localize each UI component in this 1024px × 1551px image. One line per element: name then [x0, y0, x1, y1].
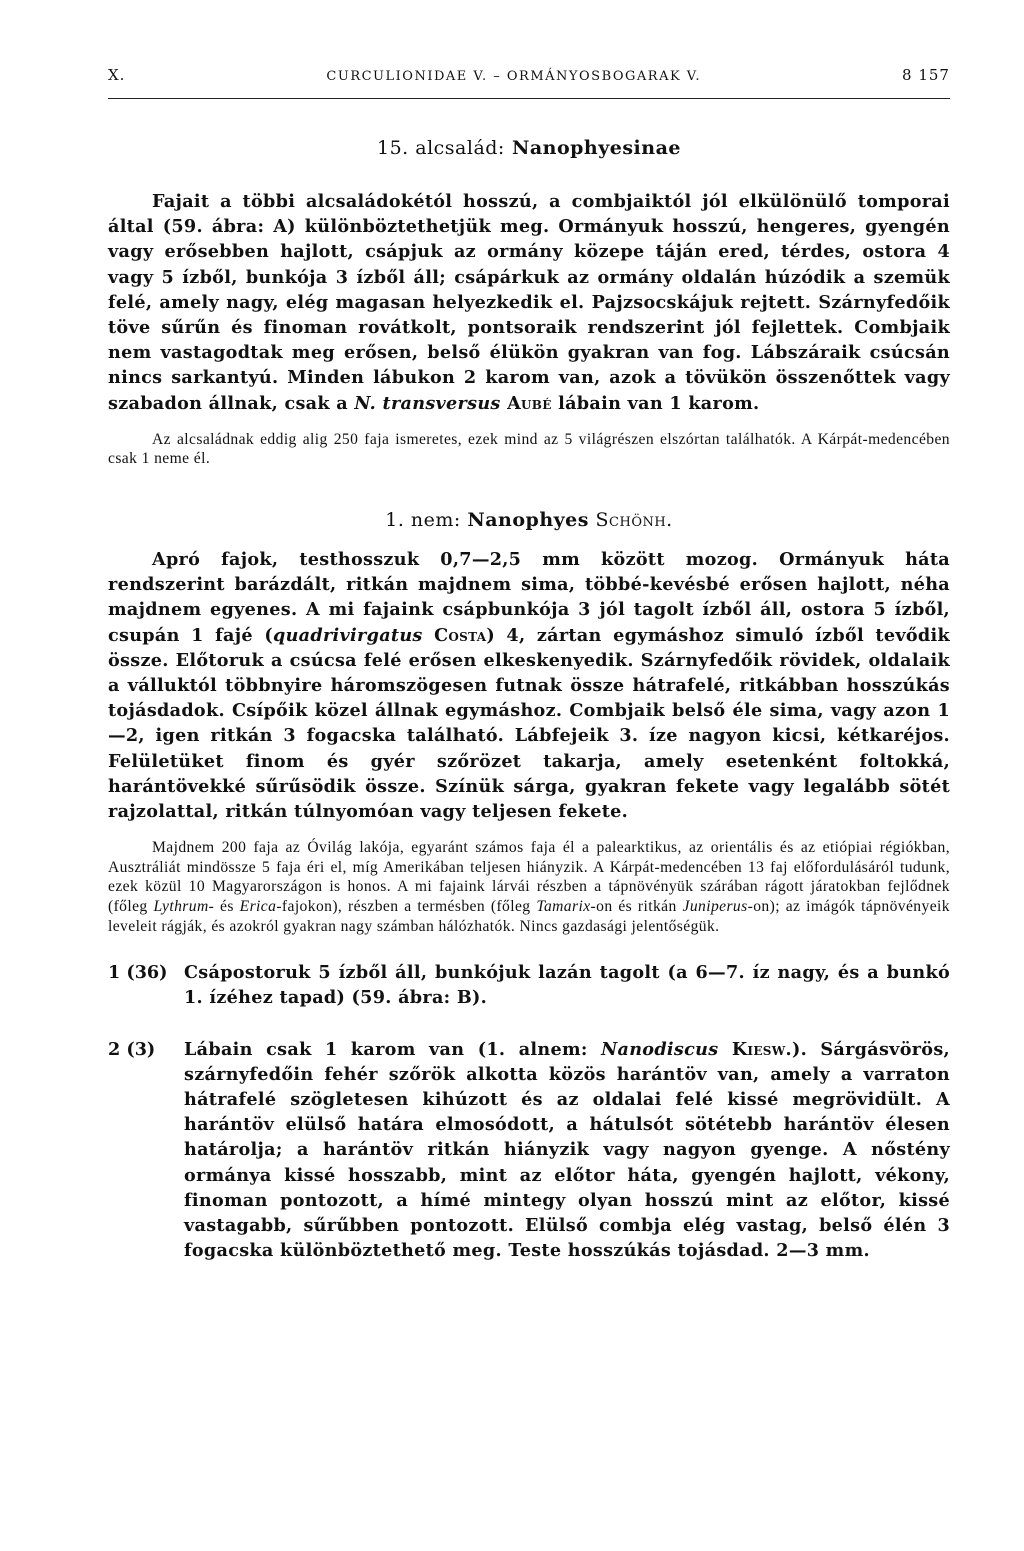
- page-number: 8 157: [902, 66, 950, 84]
- genus-note: [108, 838, 950, 936]
- plant-juniperus: Juniperus: [682, 898, 748, 916]
- species-ref: transversus: [382, 392, 501, 414]
- genus-note-part1: Majdnem 200 faja az Óvilág lakója, egyaránt számos faja él a palearktikus, az orientális és az etiópiai régiókban, Ausztráliát mindössze 5 faja éri el, míg Amerikában teljesen hiányzik. A Kárpát-medencében 13 faj előfordulásáról tudunk, ezek közül 10 Magyarországon is honos. A mi fajaink lárvái részben a tápnövényük szárában rágott járatokban fejlődnek (főleg: [108, 839, 950, 916]
- subfamily-name: Nanophyesinae: [511, 137, 681, 159]
- subfamily-note: Az alcsaládnak eddig alig 250 faja ismeretes, ezek mind az 5 világrészen elszórtan találhatók. A Kárpát-medencében csak 1 neme él.: [108, 430, 950, 468]
- subfamily-description-end: lábain van 1 karom.: [558, 392, 760, 414]
- plant-lythrum: Lythrum-: [153, 898, 215, 916]
- genus-species-ref: quadrivirgatus: [272, 624, 423, 646]
- plant-erica: Erica: [239, 898, 277, 916]
- running-title: CURCULIONIDAE V. – ORMÁNYOSBOGARAK V.: [326, 69, 702, 84]
- key-couplet-1: [108, 960, 950, 1010]
- genus-note-part2: -on); az imágók tápnövényeik leveleit rágják, és azokról gyakran nagy számban hálózhatók. Nincs gazdasági jelentőségük.: [108, 898, 950, 935]
- genus-ref: N.: [354, 392, 377, 414]
- author-ref: Aubé: [507, 392, 552, 414]
- genus-name: Nanophyes: [467, 509, 589, 532]
- subgenus-name: Nanodiscus: [601, 1038, 719, 1060]
- key-text: Csápostoruk 5 ízből áll, bunkójuk lazán tagolt (a 6—7. íz nagy, és a bunkó 1. ízéhez tapad) (59. ábra: B).: [184, 962, 950, 1009]
- genus-species-author: Costa: [434, 624, 487, 646]
- chapter-number: X.: [108, 66, 126, 84]
- key-text: [184, 1037, 950, 1264]
- key-text-b: ). Sárgásvörös, szárnyfedőin fehér szőrök alkotta közös harántöv van, amely a varraton hátrafelé szögletesen kihúzott és az oldalai felé kissé megrövidült. A harántöv elülső határa elmosódott, a hátulsót sötétebb harántöv élesen határolja; a harántöv ritkán hiányzik vagy nagyon gyenge. A nőstény ormánya kissé hosszabb, mint az előtor háta, gyengén hajlott, vékony, finoman pontozott, a hímé mintegy olyan hosszú mint az előtor, kissé vastagabb, sűrűbben pontozott. Elülső combja elég vastag, belső élén 3 fogacska különböztethető meg. Teste hosszúkás tojásdad. 2—3 mm.: [184, 1038, 950, 1262]
- genus-description-part2: ) 4, zártan egymáshoz simuló ízből tevődik össze. Előtoruk a csúcsa felé erősen elkeskenyedik. Szárnyfedőik rövidek, oldalaik a válluktól többnyire háromszögesen futnak össze hátrafelé, ritkábban hosszúkás tojásdadok. Csípőik közel állnak egymáshoz. Combjaik belső éle sima, vagy azon 1—2, igen ritkán 3 fogacska található. Lábfejeik 3. íze nagyon kicsi, kétkaréjos. Felületüket finom és gyér szőrözet takarja, amely esetenként foltokká, harántövekké sűrűsödik össze. Színük sárga, gyakran fekete vagy legalább sötét rajzolattal, ritkán túlnyomóan vagy teljesen fekete.: [108, 624, 950, 823]
- subfamily-label: 15. alcsalád:: [376, 137, 505, 159]
- genus-note-mid1: és: [220, 898, 234, 916]
- genus-note-mid2: -fajokon), részben a termésben (főleg: [276, 898, 531, 916]
- subfamily-description: [108, 189, 950, 416]
- genus-author: Schönh.: [595, 509, 673, 532]
- plant-tamarix: Tamarix: [536, 898, 591, 916]
- genus-note-mid3: -on és ritkán: [590, 898, 677, 916]
- key-text-a: Lábain csak 1 karom van (1. alnem:: [184, 1038, 588, 1060]
- genus-description-part1: Apró fajok, testhosszuk 0,7—2,5 mm között mozog. Ormányuk háta rendszerint barázdált, ritkán majdnem sima, többé-kevésbé erősen hajlott, néha majdnem egyenes. A mi fajaink csápbunkója 3 jól tagolt ízből áll, ostora 5 ízből, csupán 1 fajé (: [108, 549, 950, 646]
- header-rule: [108, 98, 950, 99]
- key-couplet-2: [108, 1037, 950, 1264]
- genus-heading: [108, 509, 950, 531]
- key-number: 2 (3): [108, 1038, 156, 1060]
- subfamily-heading: [108, 137, 950, 159]
- page: [108, 66, 950, 1263]
- subgenus-author: Kiesw.: [731, 1038, 792, 1060]
- genus-label: 1. nem:: [385, 509, 461, 532]
- key-number: 1 (36): [108, 962, 168, 984]
- running-header: [108, 66, 950, 90]
- subfamily-description-text: Fajait a többi alcsaládokétól hosszú, a combjaiktól jól elkülönülő tomporai által (59. ábra: A) különböztethetjük meg. Ormányuk hosszú, hengeres, gyengén vagy erősebben hajlott, csápjuk az ormány közepe táján ered, térdes, ostora 4 vagy 5 ízből, bunkója 3 ízből áll; csápárkuk az ormány oldalán húzódik a szemük felé, amely nagy, elég magasan helyezkedik el. Pajzsocskájuk rejtett. Szárnyfedőik töve sűrűn és finoman rovátkolt, pontsoraik rendszerint jól fejlettek. Combjaik nem vastagodtak meg erősen, belső élükön gyakran van fog. Lábszáraik csúcsán nincs sarkantyú. Minden lábukon 2 karom van, azok a tövükön összenőttek vagy szabadon állnak, csak a: [108, 191, 950, 414]
- genus-description: [108, 547, 950, 824]
